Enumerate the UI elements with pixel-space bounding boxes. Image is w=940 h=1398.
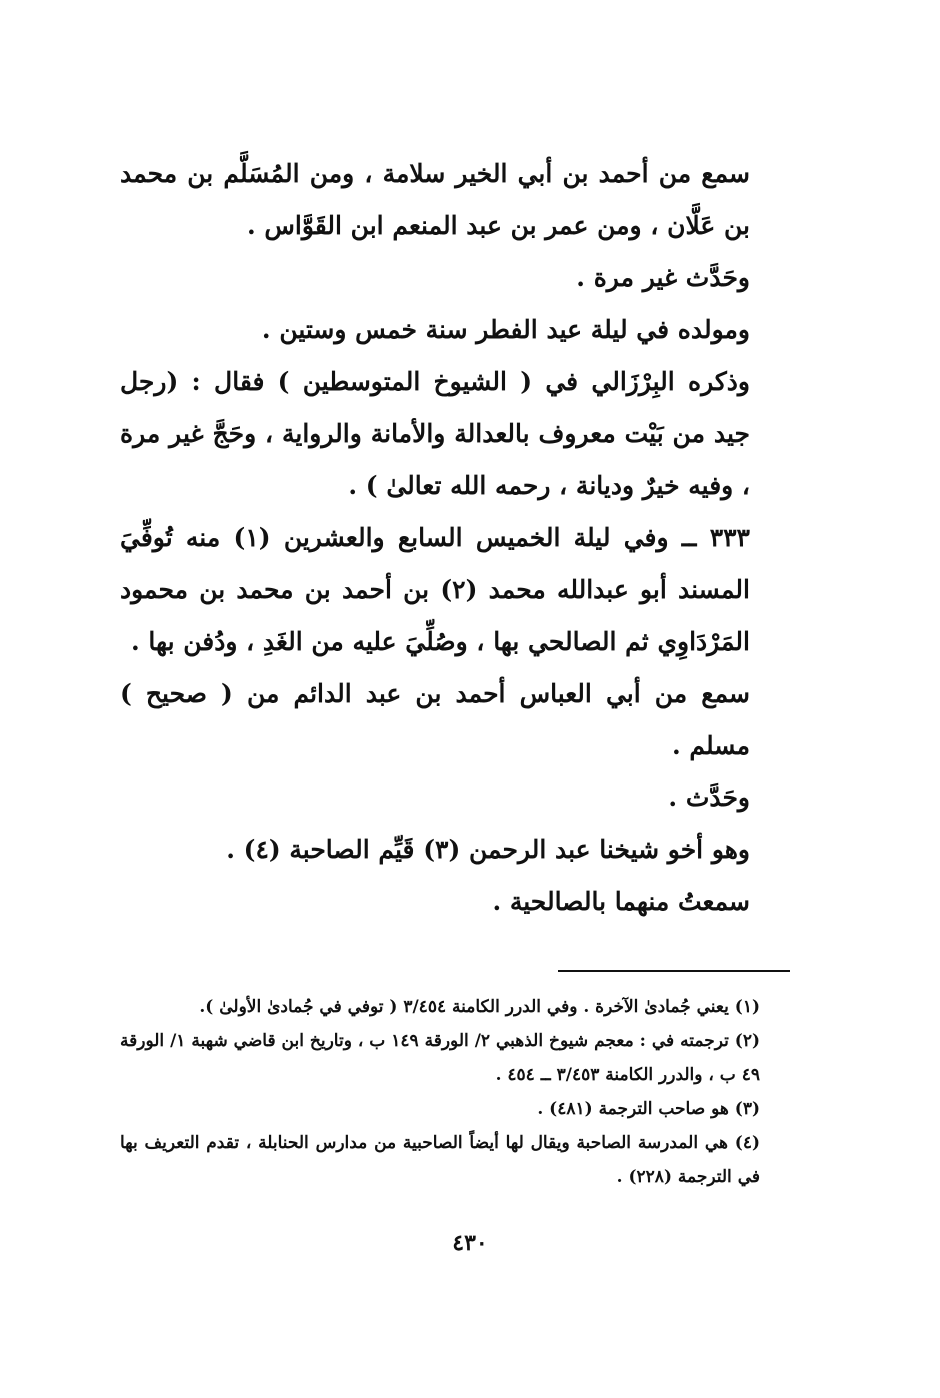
entry-paragraph: ٣٣٣ ــ وفي ليلة الخميس السابع والعشرين (١) منه تُوفِّيَ المسند أبو عبدالله محمد (٢) بن أحمد بن محمد بن محمود المَرْدَاوِي ثم الصالحي بها ، وصُلِّيَ عليه من الغَدِ ، ودُفن بها .: [120, 523, 750, 656]
paragraph: ومولده في ليلة عيد الفطر سنة خمس وستين .: [261, 315, 750, 344]
paragraph: سمع من أحمد بن أبي الخير سلامة ، ومن المُسَلَّم بن محمد بن عَلَّان ، ومن عمر بن عبد المنعم ابن القَوَّاس .: [120, 159, 750, 240]
main-text: [120, 148, 790, 928]
footnote-divider: [558, 970, 790, 972]
footnotes: [120, 990, 790, 1194]
paragraph: وحَدَّث .: [668, 783, 750, 812]
paragraph: سمعتُ منهما بالصالحية .: [492, 887, 750, 916]
footnote: (٢) ترجمته في : معجم شيوخ الذهبي ٢/ الورقة ١٤٩ ب ، وتاريخ ابن قاضي شهبة ١/ الورقة ٤٩ ب ، والدرر الكامنة ٣/٤٥٣ ــ ٤٥٤ .: [120, 1031, 760, 1085]
paragraph: وهو أخو شيخنا عبد الرحمن (٣) قَيِّم الصاحبة (٤) .: [226, 835, 750, 864]
paragraph: وذكره البِرْزَالي في ( الشيوخ المتوسطين ) فقال : (رجل جيد من بَيْت معروف بالعدالة والأمانة والرواية ، وحَجَّ غير مرة ، وفيه خيرٌ وديانة ، رحمه الله تعالىٰ ) .: [120, 367, 750, 500]
footnote: (١) يعني جُمادىٰ الآخرة . وفي الدرر الكامنة ٣/٤٥٤ ( توفي في جُمادىٰ الأولىٰ ).: [199, 997, 760, 1017]
footnote: (٣) هو صاحب الترجمة (٤٨١) .: [537, 1099, 760, 1119]
footnote: (٤) هي المدرسة الصاحبة ويقال لها أيضاً الصاحبية من مدارس الحنابلة ، تقدم التعريف بها في الترجمة (٢٢٨) .: [120, 1133, 760, 1187]
paragraph: سمع من أبي العباس أحمد بن عبد الدائم من ( صحيح ) مسلم .: [120, 679, 750, 760]
page-number: ٤٣٠: [452, 1230, 488, 1256]
scan-mark: [895, 0, 897, 18]
paragraph: وحَدَّث غير مرة .: [576, 263, 750, 292]
